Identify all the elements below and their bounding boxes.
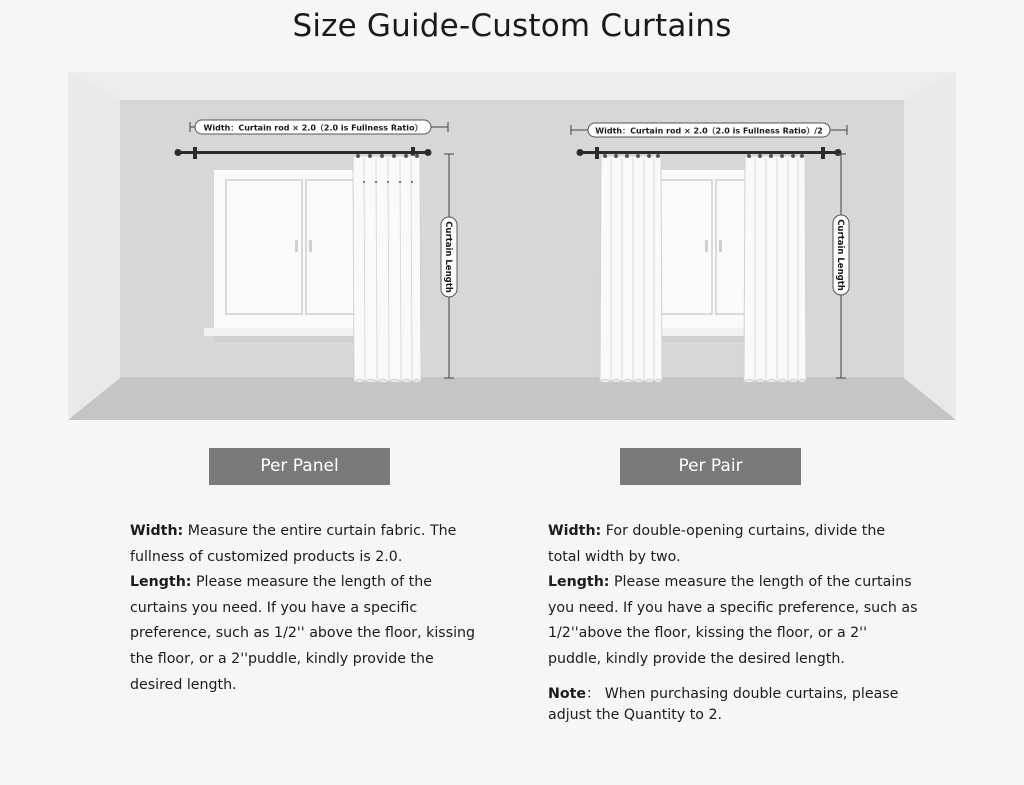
- per-pair-description: [548, 519, 918, 726]
- right-curtain-panel-right: [744, 154, 806, 382]
- ceiling: [68, 72, 956, 100]
- right-wall: [904, 72, 956, 420]
- panel-width-paragraph: [130, 519, 480, 570]
- pair-length-paragraph: [548, 570, 918, 672]
- panel-length-heading: Length:: [130, 574, 192, 591]
- left-curtain-panel: [353, 154, 421, 382]
- panel-width-heading: Width:: [130, 523, 184, 539]
- left-width-dimension: [190, 120, 448, 134]
- panel-width-text: Measure the entire curtain fabric. The fullness of customized products is 2.0.: [130, 523, 457, 565]
- per-panel-tag: Per Panel: [209, 448, 390, 485]
- pair-length-heading: Length:: [548, 574, 610, 591]
- right-width-label: Width：Curtain rod × 2.0（2.0 is Fullness Ratio）/2: [595, 126, 823, 136]
- pair-note-heading: Note: [548, 685, 587, 702]
- pair-width-text: For double-opening curtains, divide the total width by two.: [548, 523, 886, 565]
- panel-length-text: Please measure the length of the curtains you need. If you have a specific preference, such as 1/2'' above the floor, kissing the floor, or a 2''puddle, kindly provide the desired length.: [130, 574, 476, 693]
- right-curtain-panel-left: [600, 154, 662, 382]
- per-pair-tag: Per Pair: [620, 448, 801, 485]
- left-length-label: Curtain Length: [443, 221, 453, 293]
- pair-note-paragraph: [548, 684, 918, 726]
- pair-width-paragraph: [548, 519, 918, 570]
- right-width-dimension: [571, 123, 847, 137]
- left-wall: [68, 72, 120, 420]
- pair-length-text: Please measure the length of the curtains you need. If you have a specific preference, such as 1/2''above the floor, kissing the floor, or a 2'' puddle, kindly provide the desired length.: [548, 574, 918, 667]
- pair-note-text: ： When purchasing double curtains, please adjust the Quantity to 2.: [548, 685, 899, 723]
- pair-width-heading: Width:: [548, 523, 602, 539]
- page-title: Size Guide-Custom Curtains: [292, 8, 732, 44]
- panel-length-paragraph: [130, 570, 480, 698]
- floor: [68, 378, 956, 420]
- left-width-label: Width：Curtain rod × 2.0（2.0 is Fullness Ratio）: [203, 123, 423, 133]
- right-length-label: Curtain Length: [835, 219, 845, 291]
- room-diagram: [68, 72, 956, 420]
- per-panel-description: [130, 519, 480, 698]
